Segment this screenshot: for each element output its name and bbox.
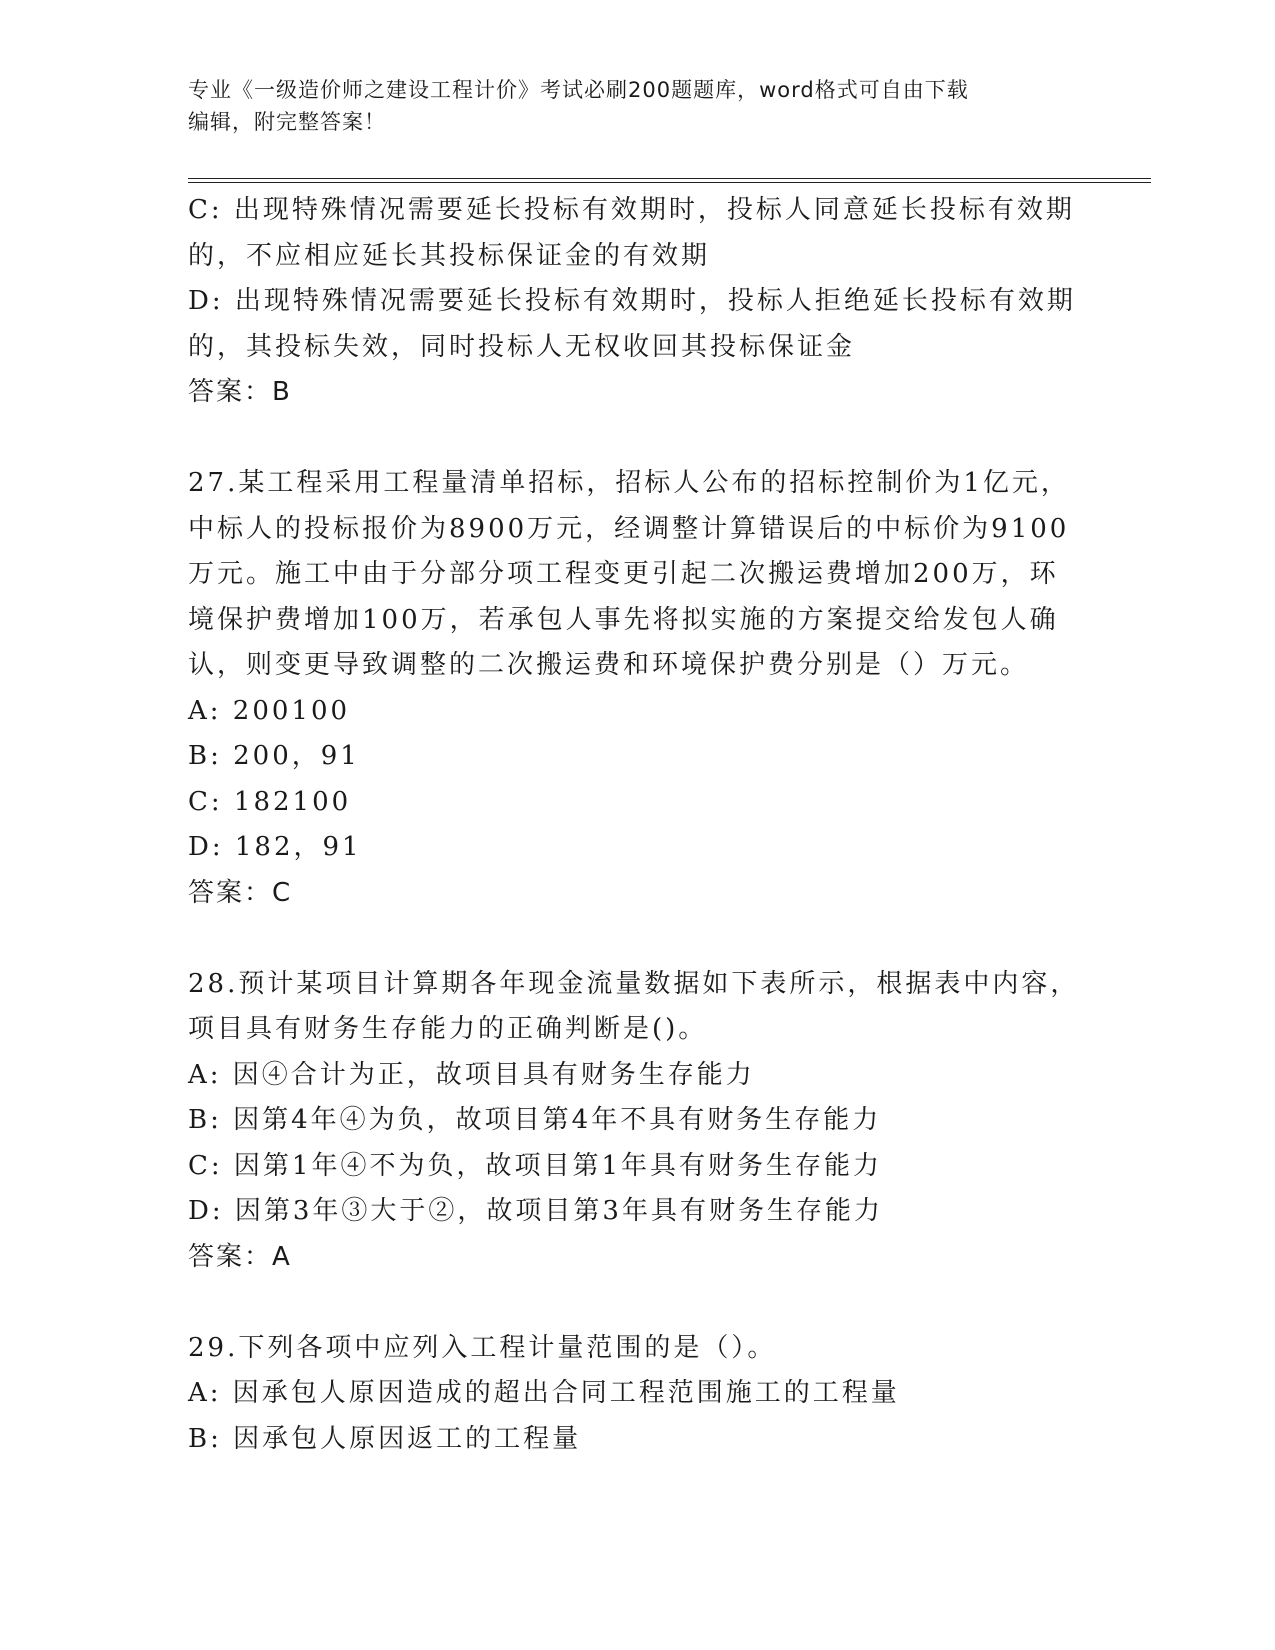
spacer [188, 416, 1088, 462]
option-a: A: 因④合计为正，故项目具有财务生存能力 [188, 1059, 755, 1090]
question-28 [188, 962, 1088, 1281]
document-body [188, 188, 1088, 1462]
header-divider-bottom [188, 182, 1151, 183]
question-stem-line: 项目具有财务生存能力的正确判断是()。 [188, 1014, 708, 1044]
option-d: D: 因第3年③大于②，故项目第3年具有财务生存能力 [188, 1196, 883, 1226]
option-d: D: 182，91 [188, 832, 362, 862]
option-c: C: 因第1年④不为负，故项目第1年具有财务生存能力 [188, 1150, 883, 1181]
question-stem-line: 万元。施工中由于分部分项工程变更引起二次搬运费增加200万，环 [188, 559, 1059, 589]
question-29 [188, 1326, 1088, 1463]
document-header [188, 74, 1088, 138]
answer-line: 答案：A [188, 1241, 292, 1272]
question-stem-line: 29.下列各项中应列入工程计量范围的是（）。 [188, 1332, 777, 1363]
question-stem-line: 境保护费增加100万，若承包人事先将拟实施的方案提交给发包人确 [188, 604, 1059, 635]
question-stem-line: 认，则变更导致调整的二次搬运费和环境保护费分别是（）万元。 [188, 650, 1030, 680]
previous-question-continuation [188, 188, 1088, 416]
option-b: B: 因承包人原因返工的工程量 [188, 1423, 582, 1454]
header-divider-top [188, 178, 1151, 179]
option-c-line-1: C: 出现特殊情况需要延长投标有效期时，投标人同意延长投标有效期 [188, 195, 1075, 225]
option-a: A: 200100 [188, 695, 351, 726]
option-d-line-1: D: 出现特殊情况需要延长投标有效期时，投标人拒绝延长投标有效期 [188, 286, 1076, 316]
question-27 [188, 461, 1088, 916]
answer-line: 答案：B [188, 377, 292, 407]
option-a: A: 因承包人原因造成的超出合同工程范围施工的工程量 [188, 1378, 900, 1408]
header-title-line-1: 专业《一级造价师之建设工程计价》考试必刷200题题库，word格式可自由下载 [188, 78, 969, 102]
answer-line: 答案：C [188, 877, 293, 908]
question-stem-line: 27.某工程采用工程量清单招标，招标人公布的招标控制价为1亿元， [188, 468, 1070, 498]
question-stem-line: 28.预计某项目计算期各年现金流量数据如下表所示，根据表中内容， [188, 968, 1080, 999]
option-d-line-2: 的，其投标失效，同时投标人无权收回其投标保证金 [188, 331, 856, 362]
question-stem-line: 中标人的投标报价为8900万元，经调整计算错误后的中标价为9100 [188, 513, 1070, 544]
option-b: B: 200，91 [188, 741, 360, 771]
option-c: C: 182100 [188, 786, 352, 817]
spacer [188, 916, 1088, 962]
header-title-line-2: 编辑，附完整答案！ [188, 110, 386, 134]
spacer [188, 1280, 1088, 1326]
option-c-line-2: 的，不应相应延长其投标保证金的有效期 [188, 240, 711, 271]
option-b: B: 因第4年④为负，故项目第4年不具有财务生存能力 [188, 1105, 882, 1135]
